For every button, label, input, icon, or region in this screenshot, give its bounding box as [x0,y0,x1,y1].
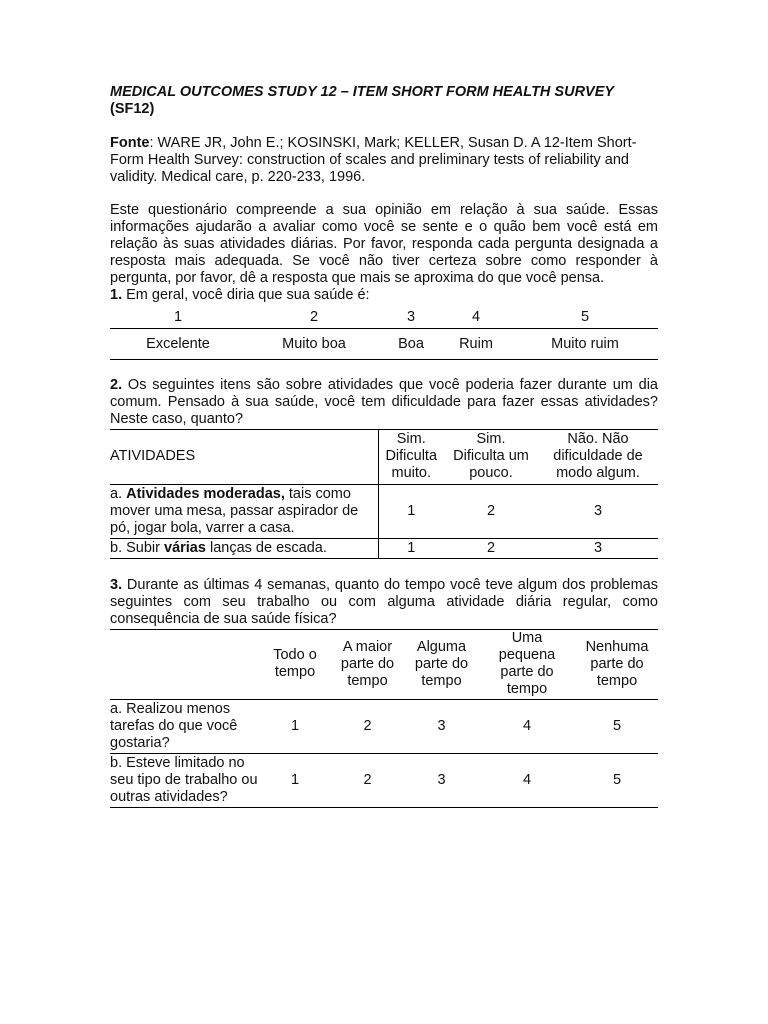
q2-row-label: a. Atividades moderadas, tais como mover uma mesa, passar aspirador de pó, jogar bola, varrer a casa. [110,485,378,539]
question-3-number: 3. [110,577,123,593]
q2-column-header: Sim. Dificulta muito. [378,430,444,485]
q3-option-value[interactable]: 2 [363,772,372,788]
question-1 [110,287,658,304]
q3-option-value[interactable]: 3 [405,700,478,754]
q2-option-value[interactable]: 3 [593,540,603,556]
page-title [110,84,658,118]
question-3-table [110,629,658,808]
table-row [110,754,658,808]
q2-row-label: b. Subir várias lanças de escada. [110,539,378,559]
table-row [110,539,658,559]
survey-page [110,84,658,808]
table-row [110,485,658,539]
intro-paragraph: Este questionário compreende a sua opinião em relação à sua saúde. Essas informações ajudarão a avaliar como você se sente e o quão bem você está em relação às suas atividades diárias. Por favor, responda cada pergunta designada a resposta mais adequada. Se você não tiver certeza sobre como responder à pergunta, por favor, dê a resposta que mais se aproxima do que você pensa. [110,202,658,286]
title-abbrev: (SF12) [110,101,155,117]
q2-column-header: Sim. Dificulta um pouco. [444,430,538,485]
q3-option-value[interactable]: 4 [478,700,576,754]
q2-option-value[interactable]: 1 [407,540,416,556]
question-2-table [110,429,658,559]
q3-column-header: Todo o tempo [260,630,330,700]
question-3-text: Durante as últimas 4 semanas, quanto do tempo você teve algum dos problemas seguintes com seu trabalho ou com alguma atividade diária regular, como consequência de sua saúde física? [110,577,658,627]
source-text: : WARE JR, John E.; KOSINSKI, Mark; KELLER, Susan D. A 12-Item Short-Form Health Survey: construction of scales and preliminary tests of reliability and validity. Medical care, p. 220-233, 1996. [110,135,637,185]
q3-option-value[interactable]: 4 [522,772,532,788]
q2-column-header: Não. Não dificuldade de modo algum. [538,430,658,485]
q1-option-label: Excelente [110,329,246,360]
q1-option-label: Muito ruim [512,329,658,360]
source-citation [110,135,658,186]
q1-option-label: Boa [382,329,440,360]
q3-header-blank [110,630,260,700]
question-1-text: Em geral, você diria que sua saúde é: [122,287,370,303]
question-2-text: Os seguintes itens são sobre atividades que você poderia fazer durante um dia comum. Pensado à sua saúde, você tem dificuldade para fazer essas atividades? Neste caso, quanto? [110,377,658,427]
q2-option-value[interactable]: 3 [538,485,658,539]
q3-column-header: Uma pequena parte do tempo [478,630,576,700]
q3-option-value[interactable]: 5 [576,700,658,754]
question-3 [110,577,658,628]
q1-option-value[interactable]: 4 [471,308,481,325]
q2-option-value[interactable]: 1 [378,485,444,539]
q2-option-value[interactable]: 2 [486,540,496,556]
q3-option-value[interactable]: 3 [437,772,446,788]
q3-column-header: A maior parte do tempo [330,630,405,700]
title-text: MEDICAL OUTCOMES STUDY 12 – ITEM SHORT FORM HEALTH SURVEY [110,84,615,100]
question-2-number: 2. [110,377,123,393]
q3-option-value[interactable]: 1 [260,700,330,754]
question-2 [110,377,658,428]
question-1-scale [110,306,658,360]
q3-column-header: Alguma parte do tempo [405,630,478,700]
q2-activities-header: ATIVIDADES [110,430,378,485]
question-1-number: 1. [110,287,123,303]
table-row [110,700,658,754]
q1-option-label: Ruim [440,329,512,360]
q1-option-label: Muito boa [246,329,382,360]
q1-option-value[interactable]: 3 [406,308,416,325]
q1-option-value[interactable]: 2 [309,308,319,325]
q3-row-label: b. Esteve limitado no seu tipo de trabalho ou outras atividades? [110,755,258,805]
q3-option-value[interactable]: 5 [612,772,622,788]
q3-option-value[interactable]: 1 [290,772,300,788]
q3-column-header: Nenhuma parte do tempo [576,630,658,700]
q2-option-value[interactable]: 2 [444,485,538,539]
source-label: Fonte [110,135,150,151]
q1-option-value[interactable]: 5 [580,308,590,325]
q3-row-label: a. Realizou menos tarefas do que você gostaria? [110,700,260,754]
q3-option-value[interactable]: 2 [330,700,405,754]
q1-option-value[interactable]: 1 [173,308,183,325]
